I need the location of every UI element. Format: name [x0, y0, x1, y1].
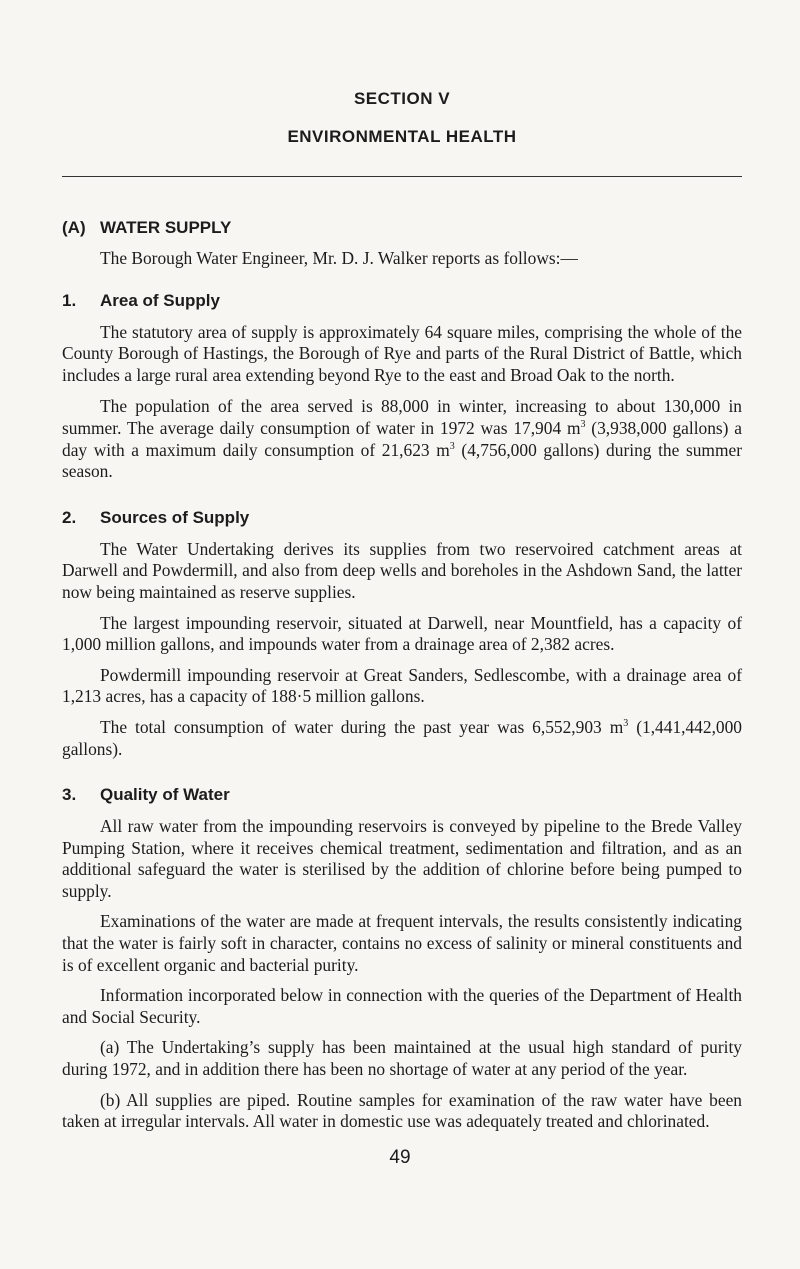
heading-text: Sources of Supply — [100, 507, 250, 527]
section-title: SECTION V — [353, 89, 451, 108]
document-page — [62, 88, 742, 1133]
sources-paragraph-4-part-b: (1,441,442,000 gallons). — [62, 716, 743, 759]
heading-text: Area of Supply — [100, 290, 220, 310]
heading-sources-of-supply — [62, 507, 742, 529]
quality-paragraph-3: Information incorporated below in connection with the queries of the Department of Health and Social Security. — [62, 985, 742, 1027]
sources-paragraph-3: Powdermill impounding reservoir at Great Sanders, Sedlescombe, with a drainage area of 1,213 acres, has a capacity of 188·5 million gallons. — [62, 664, 742, 707]
intro-paragraph: The Borough Water Engineer, Mr. D. J. Walker reports as follows:— — [100, 248, 578, 268]
quality-paragraph-2: Examinations of the water are made at frequent intervals, the results consistently indicating that the water is fairly soft in character, contains no excess of salinity or mineral constituents and is of excellent organic and bacterial purity. — [62, 911, 742, 975]
superscript-cubic: 3 — [623, 718, 629, 730]
sources-paragraph-1: The Water Undertaking derives its supplies from two reservoired catchment areas at Darwell and Powdermill, and also from deep wells and boreholes in the Ashdown Sand, the latter now being maintained as reserve supplies. — [62, 538, 742, 602]
area-paragraph-1: The statutory area of supply is approximately 64 square miles, comprising the whole of the County Borough of Hastings, the Borough of Rye and parts of the Rural District of Battle, which includes a large rural area extending beyond Rye to the east and Broad Oak to the north. — [62, 321, 742, 385]
heading-text: Quality of Water — [100, 785, 230, 805]
part-heading-water-supply — [62, 217, 742, 239]
heading-number: 1. — [62, 290, 77, 310]
heading-number: 3. — [62, 785, 77, 805]
area-paragraph-2 — [62, 396, 742, 482]
heading-number: 2. — [62, 507, 77, 527]
superscript-cubic: 3 — [580, 419, 586, 431]
header-divider — [62, 176, 742, 177]
superscript-cubic: 3 — [449, 440, 455, 452]
heading-quality-of-water — [62, 784, 742, 806]
area-paragraph-2-part-a: The population of the area served is 88,000 in winter, increasing to about 130,000 in summer. The average daily consumption of water in 1972 was 17,904 m — [62, 396, 742, 438]
sources-paragraph-2: The largest impounding reservoir, situated at Darwell, near Mountfield, has a capacity of 1,000 million gallons, and impounds water from a drainage area of 2,382 acres. — [62, 612, 742, 655]
area-paragraph-2-part-b: (3,938,000 gallons) a day with a maximum daily consumption of 21,623 m — [62, 417, 742, 460]
sources-paragraph-4 — [62, 717, 742, 760]
quality-paragraph-a: (a) The Undertaking’s supply has been maintained at the usual high standard of purity during 1972, and in addition there has been no shortage of water at any period of the year. — [62, 1037, 742, 1080]
area-paragraph-2-part-c: (4,756,000 gallons) during the summer season. — [62, 439, 742, 482]
page-number: 49 — [389, 1147, 411, 1168]
section-subtitle: ENVIRONMENTAL HEALTH — [287, 127, 517, 146]
part-title: WATER SUPPLY — [100, 218, 232, 237]
part-label: (A) — [62, 218, 86, 237]
quality-paragraph-1: All raw water from the impounding reservoirs is conveyed by pipeline to the Brede Valley Pumping Station, where it receives chemical treatment, sedimentation and filtration, and as an additional safeguard the water is sterilised by the addition of chlorine before being pumped to supply. — [62, 816, 742, 901]
sources-paragraph-4-part-a: The total consumption of water during the past year was 6,552,903 m — [100, 716, 624, 737]
quality-paragraph-b: (b) All supplies are piped. Routine samples for examination of the raw water have been taken at irregular intervals. All water in domestic use was adequately treated and chlorinated. — [62, 1089, 742, 1132]
heading-area-of-supply — [62, 290, 742, 312]
